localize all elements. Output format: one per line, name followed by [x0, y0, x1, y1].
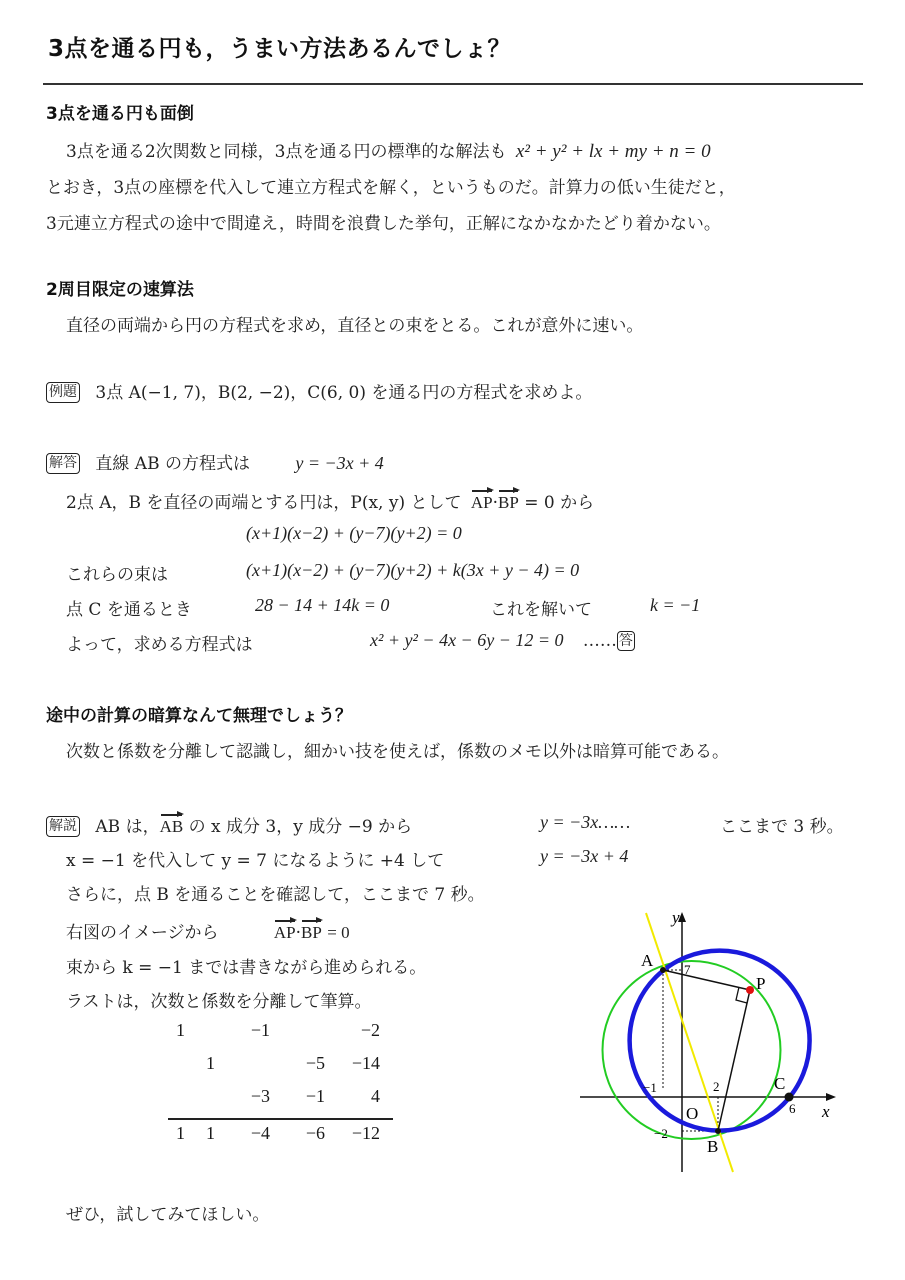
explanation-line1-text-a: AB は，	[95, 817, 160, 837]
x-axis-arrow-icon	[826, 1093, 836, 1101]
answer-badge: 解答	[46, 453, 80, 474]
explanation-line1	[46, 812, 412, 837]
label-y-axis: y	[672, 908, 680, 927]
dot-product-symbol-2: ·	[295, 923, 302, 943]
explanation-line1-text-b: の x 成分 3，y 成分 −9 から	[188, 817, 413, 837]
answer-final-equation: x² + y² − 4x − 6y − 12 = 0	[370, 630, 564, 650]
section1-line1-text: 3点を通る2次関数と同様，3点を通る円の標準的な解法も	[66, 142, 507, 162]
tick-2: 2	[713, 1079, 720, 1094]
calc-cell: −12	[351, 1123, 380, 1143]
section2-line1: 直径の両端から円の方程式を求め，直径との束をとる。これが意外に速い。	[66, 316, 644, 336]
explanation-line4-text: 右図のイメージから	[66, 923, 219, 943]
point-a	[660, 967, 666, 973]
calc-cell: −4	[250, 1123, 270, 1143]
tick-neg1: −1	[643, 1080, 657, 1095]
explanation-line5: 束から k = −1 までは書きながら進められる。	[66, 958, 427, 978]
explanation-line1-math: y = −3x……	[540, 812, 631, 832]
circle-abc	[630, 951, 810, 1131]
calc-cell: 1	[176, 1123, 185, 1143]
label-a: A	[641, 951, 654, 970]
answer-line4-math: (x+1)(x−2) + (y−7)(y+2) + k(3x + y − 4) = 0	[246, 560, 580, 580]
section-heading-mental-math: 途中の計算の暗算なんて無理でしょう？	[46, 706, 352, 726]
segment-bp	[718, 990, 750, 1131]
explanation-time-3s: ここまで 3 秒。	[720, 817, 844, 837]
label-c: C	[774, 1074, 786, 1093]
label-origin: O	[686, 1104, 699, 1123]
calc-cell: −2	[360, 1020, 380, 1040]
vector-ap-2: AP	[273, 923, 296, 942]
calc-cell: −6	[305, 1123, 325, 1143]
tick-6: 6	[789, 1101, 796, 1116]
calc-cell: −3	[250, 1086, 270, 1106]
answer-line5-math: 28 − 14 + 14k = 0	[255, 595, 390, 615]
answer-line1	[46, 449, 384, 474]
section-heading-quick-method: 2周目限定の速算法	[46, 280, 194, 300]
section3-line1: 次数と係数を分離して認識し，細かい技を使えば，係数のメモ以外は暗算可能である。	[66, 742, 729, 762]
circle-figure	[570, 905, 850, 1185]
example-badge: 例題	[46, 382, 80, 403]
point-p	[746, 986, 754, 994]
answer-line2	[66, 488, 594, 513]
example-problem	[46, 378, 592, 403]
explanation-line4-eq: = 0	[327, 923, 350, 942]
explanation-line2-text: x = −1 を代入して y = 7 になるように +4 して	[66, 851, 445, 871]
page-title: 3点を通る円も，うまい方法あるんでしょ？	[48, 36, 512, 62]
tick-7: 7	[684, 962, 691, 977]
tick-neg2: −2	[654, 1126, 668, 1141]
answer-line1-math: y = −3x + 4	[295, 453, 384, 473]
label-p: P	[756, 974, 766, 993]
label-b: B	[707, 1137, 719, 1156]
explanation-line2-math: y = −3x + 4	[540, 846, 629, 866]
coefficient-calculation	[160, 1020, 395, 1156]
vector-bp-2: BP	[301, 923, 322, 942]
calc-row-3	[160, 1086, 395, 1119]
answer-line3-math: (x+1)(x−2) + (y−7)(y+2) = 0	[246, 523, 462, 543]
section1-line3: 3元連立方程式の途中で間違え，時間を浪費した挙句，正解になかなかたどり着かない。	[46, 214, 721, 234]
calc-cell: 4	[371, 1086, 380, 1106]
explanation-badge: 解説	[46, 816, 80, 837]
explanation-line3: さらに，点 B を通ることを確認して，ここまで 7 秒。	[66, 885, 485, 905]
calc-divider-line	[168, 1118, 393, 1120]
explanation-line6: ラストは，次数と係数を分離して筆算。	[66, 992, 372, 1012]
calc-row-1	[160, 1020, 395, 1053]
answer-line5-text2: これを解いて	[490, 600, 592, 620]
calc-cell: −5	[305, 1053, 325, 1073]
answer-line1-text: 直線 AB の方程式は	[95, 454, 250, 474]
label-x-axis: x	[822, 1102, 830, 1121]
answer-line5-math2: k = −1	[650, 595, 701, 615]
calc-cell: −1	[250, 1020, 270, 1040]
explanation-line4	[66, 918, 350, 943]
section1-line2: とおき，3点の座標を代入して連立方程式を解く，というものだ。計算力の低い生徒だと，	[46, 178, 736, 198]
point-b	[715, 1128, 721, 1134]
answer-line6-text: よって，求める方程式は	[66, 635, 253, 655]
calc-result-row	[160, 1123, 395, 1156]
section1-line1	[66, 137, 711, 163]
calc-row-2	[160, 1053, 395, 1086]
dot-product-symbol: ·	[492, 493, 499, 513]
calc-cell: −1	[305, 1086, 325, 1106]
calc-cell: −14	[351, 1053, 380, 1073]
calc-cell: 1	[206, 1123, 215, 1143]
answer-line6	[370, 630, 635, 651]
answer-line4-text: これらの束は	[66, 565, 168, 585]
answer-line2-text-a: 2点 A，B を直径の両端とする円は，P(x, y) として	[66, 493, 462, 513]
vector-ab: AB	[159, 817, 184, 836]
closing-remark: ぜひ，試してみてほしい。	[66, 1205, 270, 1225]
answer-dots: ……	[582, 631, 617, 651]
answer-line2-text-b: = 0 から	[524, 493, 595, 513]
example-text: 3点 A(−1, 7)，B(2, −2)，C(6, 0) を通る円の方程式を求めよ。	[95, 383, 593, 403]
answer-line5-text: 点 C を通るとき	[66, 600, 192, 620]
calc-cell: 1	[176, 1020, 185, 1040]
vector-bp: BP	[498, 493, 519, 512]
vector-ap: AP	[470, 493, 493, 512]
title-divider	[43, 83, 863, 85]
section-heading-tedious: 3点を通る円も面倒	[46, 104, 194, 124]
section1-line1-math: x² + y² + lx + my + n = 0	[515, 141, 711, 162]
answer-mark-badge: 答	[618, 633, 633, 649]
calc-cell: 1	[206, 1053, 215, 1073]
